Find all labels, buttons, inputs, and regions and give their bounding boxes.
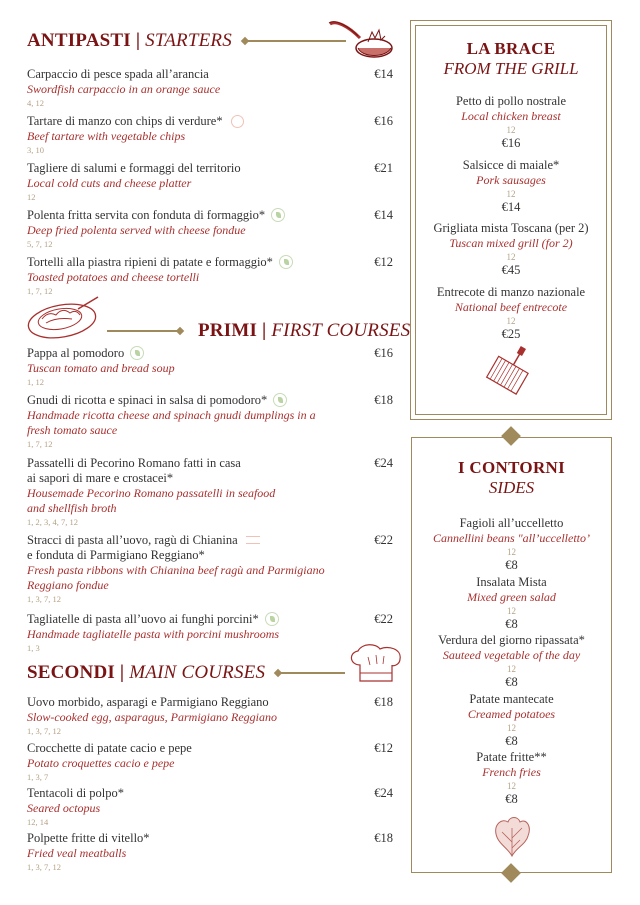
item-name: Salsicce di maiale* — [462, 158, 560, 172]
item-allergens: 12 — [506, 189, 516, 199]
item-allergens: 12 — [506, 252, 516, 262]
menu-item — [27, 208, 393, 250]
item-allergens: 12 — [507, 664, 516, 674]
item-english: Local cold cuts and cheese platter — [27, 176, 192, 190]
item-name: Uovo morbido, asparagi e Parmigiano Reggiano — [27, 695, 269, 709]
item-english: Toasted potatoes and cheese tortelli — [27, 270, 200, 284]
item-allergens: 1, 7, 12 — [27, 286, 53, 296]
item-allergens: 5, 7, 12 — [27, 239, 53, 249]
item-name: Polpette fritte di vitello* — [27, 831, 150, 845]
item-english: Seared octopus — [27, 801, 101, 815]
item-price: €18 — [374, 831, 393, 845]
menu-item — [27, 786, 393, 828]
menu-item — [27, 456, 393, 528]
menu-item — [27, 67, 393, 109]
item-name: Tortelli alla piastra ripieni di patate e formaggio* — [27, 255, 273, 269]
primi-title-it: PRIMI — [198, 320, 258, 341]
menu-item — [412, 633, 611, 690]
secondi-title-it: SECONDI — [27, 662, 115, 683]
antipasti-header — [27, 30, 346, 52]
item-english: Tuscan mixed grill (for 2) — [449, 236, 573, 250]
item-allergens: 12 — [506, 316, 516, 326]
item-name: ai sapori di mare e crostacei* — [27, 471, 174, 485]
item-allergens: 1, 3, 7, 12 — [27, 594, 61, 604]
item-english: and shellfish broth — [27, 501, 117, 515]
item-english: Potato croquettes cacio e pepe — [27, 756, 175, 770]
item-allergens: 1, 12 — [27, 377, 44, 387]
item-name: e fonduta di Parmigiano Reggiano* — [27, 548, 205, 562]
menu-item — [27, 114, 393, 156]
item-english: Local chicken breast — [461, 109, 561, 123]
item-english: Beef tartare with vegetable chips — [27, 129, 186, 143]
item-name: Tentacoli di polpo* — [27, 786, 125, 800]
item-english: Fried veal meatballs — [27, 846, 127, 860]
item-name: Tagliere di salumi e formaggi del territorio — [27, 161, 241, 175]
item-name: Gnudi di ricotta e spinaci in salsa di pomodoro* — [27, 393, 268, 407]
item-price: €8 — [505, 617, 518, 631]
item-english: Fresh pasta ribbons with Chianina beef ragù and Parmigiano — [27, 563, 325, 577]
item-price: €22 — [374, 533, 393, 547]
item-english: Tuscan tomato and bread soup — [27, 361, 175, 375]
antipasti-title-en: STARTERS — [145, 30, 232, 51]
item-allergens: 12 — [507, 547, 516, 557]
primi-header — [107, 320, 410, 342]
item-english: French fries — [482, 765, 541, 779]
contorni-title-it: I CONTORNI — [457, 458, 566, 477]
item-price: €14 — [374, 67, 393, 81]
item-price: €18 — [374, 393, 393, 407]
menu-item — [411, 158, 611, 215]
primi-title-en: FIRST COURSES — [271, 320, 411, 341]
item-name: Pappa al pomodoro — [27, 346, 125, 360]
item-allergens: 1, 2, 3, 4, 7, 12 — [27, 517, 78, 527]
menu-item — [411, 94, 611, 151]
antipasti-title-it: ANTIPASTI — [27, 30, 131, 51]
arrow-divider — [107, 330, 181, 332]
item-allergens: 1, 3 — [27, 643, 40, 653]
item-name: Tartare di manzo con chips di verdure* — [27, 114, 223, 128]
item-price: €12 — [374, 255, 393, 269]
item-allergens: 1, 3, 7, 12 — [27, 726, 61, 736]
contorni-box — [411, 437, 612, 873]
item-name: Tagliatelle di pasta all’uovo ai funghi porcini* — [27, 612, 259, 626]
menu-item — [27, 346, 393, 388]
menu-item — [27, 831, 393, 873]
item-price: €12 — [374, 741, 393, 755]
item-english: Swordfish carpaccio in an orange sauce — [27, 82, 221, 96]
menu-item — [27, 161, 393, 203]
item-name: Insalata Mista — [476, 575, 547, 589]
item-allergens: 12 — [506, 125, 516, 135]
item-allergens: 1, 3, 7, 12 — [27, 862, 61, 872]
pasta-plate-illustration-icon — [26, 295, 102, 341]
item-english: National beef entrecote — [454, 300, 568, 314]
menu-item — [27, 612, 393, 654]
item-allergens: 12, 14 — [27, 817, 49, 827]
item-name: Verdura del giorno ripassata* — [438, 633, 585, 647]
title-separator: | — [114, 662, 130, 683]
grill-basket-illustration-icon — [485, 345, 541, 395]
item-allergens: 1, 7, 12 — [27, 439, 53, 449]
title-separator: | — [257, 320, 272, 341]
signature-icon — [246, 536, 260, 544]
item-name: Crocchette di patate cacio e pepe — [27, 741, 192, 755]
item-allergens: 12 — [27, 192, 36, 202]
secondi-header — [27, 662, 345, 684]
antipasti-title — [27, 30, 232, 52]
menu-item — [27, 695, 393, 737]
item-english: Pork sausages — [476, 173, 546, 187]
vegetarian-icon — [279, 255, 293, 269]
item-price: €18 — [374, 695, 393, 709]
lettuce-illustration-icon — [492, 814, 532, 858]
item-price: €16 — [374, 114, 393, 128]
brace-title-it: LA BRACE — [466, 39, 556, 58]
item-price: €16 — [501, 136, 521, 150]
menu-item — [411, 285, 611, 342]
item-english: Creamed potatoes — [467, 707, 556, 721]
contorni-title — [412, 458, 611, 498]
menu-item — [411, 221, 611, 278]
item-price: €8 — [505, 675, 518, 689]
item-price: €14 — [374, 208, 393, 222]
item-price: €8 — [505, 792, 518, 806]
item-english: Slow-cooked egg, asparagus, Parmigiano Reggiano — [27, 710, 277, 724]
pan-illustration-icon — [326, 18, 394, 60]
item-name: Patate mantecate — [469, 692, 554, 706]
item-english: Handmade ricotta cheese and spinach gnudi dumplings in a — [27, 408, 316, 422]
item-english: fresh tomato sauce — [27, 423, 118, 437]
vegetarian-icon — [265, 612, 279, 626]
menu-item — [412, 750, 611, 807]
item-english: Deep fried polenta served with cheese fondue — [27, 223, 246, 237]
item-price: €8 — [505, 558, 518, 572]
item-english: Handmade tagliatelle pasta with porcini mushrooms — [27, 627, 280, 641]
menu-item — [412, 692, 611, 749]
item-name: Passatelli di Pecorino Romano fatti in casa — [27, 456, 241, 470]
title-separator: | — [130, 30, 146, 51]
menu-item — [27, 255, 393, 297]
raw-icon — [231, 115, 244, 128]
item-english: Housemade Pecorino Romano passatelli in seafood — [27, 486, 276, 500]
vegetarian-icon — [130, 346, 144, 360]
item-allergens: 3, 10 — [27, 145, 44, 155]
secondi-title — [27, 662, 265, 684]
vegetarian-icon — [271, 208, 285, 222]
item-allergens: 12 — [507, 723, 516, 733]
item-allergens: 4, 12 — [27, 98, 44, 108]
item-allergens: 12 — [507, 606, 516, 616]
item-english: Sauteed vegetable of the day — [442, 648, 581, 662]
contorni-title-en: SIDES — [488, 478, 535, 497]
item-price: €14 — [501, 200, 521, 214]
item-name: Polenta fritta servita con fonduta di formaggio* — [27, 208, 266, 222]
item-english: Cannellini beans "all’uccelletto’ — [432, 531, 590, 545]
menu-item — [412, 516, 611, 573]
item-price: €24 — [374, 786, 393, 800]
item-name: Patate fritte** — [476, 750, 547, 764]
item-price: €21 — [374, 161, 393, 175]
item-name: Petto di pollo nostrale — [455, 94, 567, 108]
item-allergens: 12 — [507, 781, 516, 791]
item-name: Entrecote di manzo nazionale — [436, 285, 586, 299]
chef-hat-illustration-icon — [346, 643, 404, 685]
item-name: Carpaccio di pesce spada all’arancia — [27, 67, 209, 81]
item-price: €8 — [505, 734, 518, 748]
item-allergens: 1, 3, 7 — [27, 772, 49, 782]
item-name: Grigliata mista Toscana (per 2) — [433, 221, 589, 235]
item-english: Mixed green salad — [467, 590, 556, 604]
primi-title — [198, 320, 410, 342]
item-price: €45 — [501, 263, 521, 277]
item-name: Fagioli all’uccelletto — [459, 516, 564, 530]
item-price: €22 — [374, 612, 393, 626]
menu-item — [27, 393, 393, 450]
arrow-divider — [277, 672, 345, 674]
item-name: Stracci di pasta all’uovo, ragù di Chianina — [27, 533, 238, 547]
item-english: Reggiano fondue — [27, 578, 109, 592]
item-price: €25 — [501, 327, 521, 341]
brace-title-en: FROM THE GRILL — [443, 59, 579, 78]
menu-item — [412, 575, 611, 632]
menu-item — [27, 533, 393, 605]
brace-title — [411, 39, 611, 79]
item-price: €16 — [374, 346, 393, 360]
brace-box — [410, 20, 612, 420]
vegetarian-icon — [273, 393, 287, 407]
secondi-title-en: MAIN COURSES — [129, 662, 266, 683]
menu-item — [27, 741, 393, 783]
item-price: €24 — [374, 456, 393, 470]
